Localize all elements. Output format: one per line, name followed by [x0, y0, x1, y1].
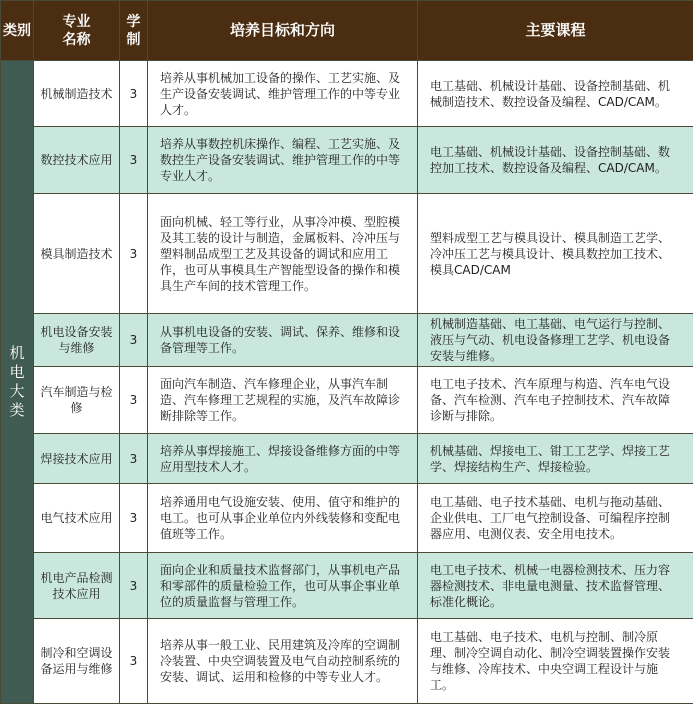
table-row: [1, 61, 693, 127]
goal-text: 培养从事焊接施工、焊接设备维修方面的中等应用型技术人才。: [148, 434, 418, 484]
years-value: 3: [120, 619, 148, 704]
years-value: 3: [120, 434, 148, 484]
courses-text: 电工电子技术、汽车原理与构造、汽车电气设备、汽车检测、汽车电子控制技术、汽车故障诊断与排除。: [418, 367, 693, 434]
courses-text: 电工基础、机械设计基础、设备控制基础、机械制造技术、数控设备及编程、CAD/CAM。: [418, 61, 693, 127]
goal-text: 从事机电设备的安装、调试、保养、维修和设备管理等工作。: [148, 314, 418, 367]
table-row: [1, 553, 693, 619]
goal-text: 培养从事一般工业、民用建筑及冷库的空调制冷装置、中央空调装置及电气自动控制系统的安装、调试、运用和检修的中等专业人才。: [148, 619, 418, 704]
header-years: 学制: [120, 1, 148, 61]
table-row: [1, 484, 693, 553]
courses-text: 塑料成型工艺与模具设计、模具制造工艺学、冷冲压工艺与模具设计、模具数控加工技术、模具CAD/CAM: [418, 194, 693, 314]
courses-text: 电工基础、电子技术基础、电机与拖动基础、企业供电、工厂电气控制设备、可编程序控制器应用、电测仪表、安全用电技术。: [418, 484, 693, 553]
courses-text: 电工电子技术、机械一电器检测技术、压力容器检测技术、非电量电测量、技术监督管理、标准化概论。: [418, 553, 693, 619]
courses-text: 机械制造基础、电工基础、电气运行与控制、液压与气动、机电设备修理工艺学、机电设备安装与维修。: [418, 314, 693, 367]
header-major: 专业名称: [34, 1, 120, 61]
goal-text: 面向机械、轻工等行业，从事冷冲模、型腔模及其工装的设计与制造，金属板料、冷冲压与塑料制品成型工艺及其设备的调试和应用工作，也可从事模具生产智能型设备的操作和模具生产车间的技术管理工作。: [148, 194, 418, 314]
goal-text: 面向汽车制造、汽车修理企业，从事汽车制造、汽车修理工艺规程的实施，及汽车故障诊断排除等工作。: [148, 367, 418, 434]
major-name: 数控技术应用: [34, 127, 120, 194]
major-name: 机电产品检测技术应用: [34, 553, 120, 619]
major-name: 机械制造技术: [34, 61, 120, 127]
major-name: 模具制造技术: [34, 194, 120, 314]
major-name: 机电设备安装与维修: [34, 314, 120, 367]
major-name: 焊接技术应用: [34, 434, 120, 484]
courses-text: 电工基础、机械设计基础、设备控制基础、数控加工技术、数控设备及编程、CAD/CAM。: [418, 127, 693, 194]
courses-text: 电工基础、电子技术、电机与控制、制冷原理、制冷空调自动化、制冷空调装置操作安装与维修、冷库技术、中央空调工程设计与施工。: [418, 619, 693, 704]
header-category: 类别: [1, 1, 34, 61]
goal-text: 面向企业和质量技术监督部门，从事机电产品和零部件的质量检验工作，也可从事企事业单位的质量监督与管理工作。: [148, 553, 418, 619]
years-value: 3: [120, 484, 148, 553]
table-row: [1, 194, 693, 314]
category-cell: 机电大类: [1, 61, 34, 704]
header-goal: 培养目标和方向: [148, 1, 418, 61]
table-row: [1, 127, 693, 194]
major-name: 汽车制造与检修: [34, 367, 120, 434]
goal-text: 培养从事数控机床操作、编程、工艺实施、及数控生产设备安装调试、维护管理工作的中等专业人才。: [148, 127, 418, 194]
courses-text: 机械基础、焊接电工、钳工工艺学、焊接工艺学、焊接结构生产、焊接检验。: [418, 434, 693, 484]
years-value: 3: [120, 194, 148, 314]
major-name: 制冷和空调设备运用与维修: [34, 619, 120, 704]
years-value: 3: [120, 127, 148, 194]
years-value: 3: [120, 367, 148, 434]
years-value: 3: [120, 553, 148, 619]
years-value: 3: [120, 314, 148, 367]
table-row: [1, 619, 693, 704]
goal-text: 培养通用电气设施安装、使用、值守和维护的电工。也可从事企业单位内外线装修和变配电值班等工作。: [148, 484, 418, 553]
table-row: [1, 314, 693, 367]
header-row: [1, 1, 693, 61]
table-row: [1, 434, 693, 484]
goal-text: 培养从事机械加工设备的操作、工艺实施、及生产设备安装调试、维护管理工作的中等专业人才。: [148, 61, 418, 127]
table-row: [1, 367, 693, 434]
years-value: 3: [120, 61, 148, 127]
header-courses: 主要课程: [418, 1, 693, 61]
major-name: 电气技术应用: [34, 484, 120, 553]
